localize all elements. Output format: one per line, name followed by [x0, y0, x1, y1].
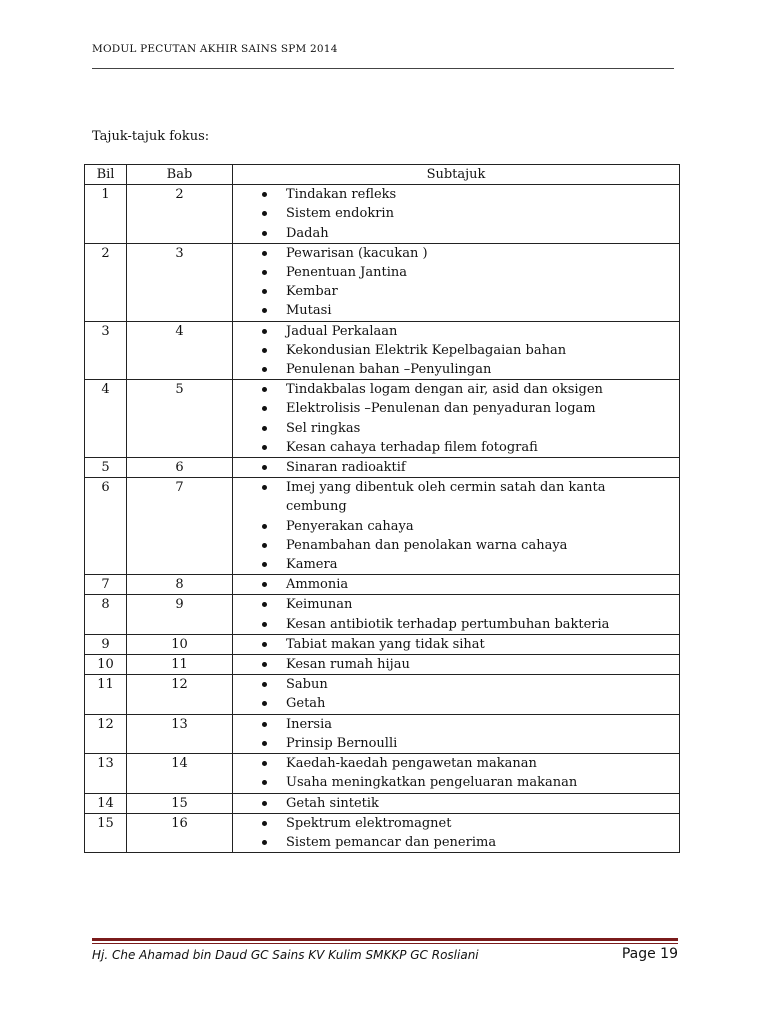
subtopic-item: Kembar: [233, 282, 679, 301]
page-number: Page 19: [621, 946, 678, 962]
subtopic-item: Penyerakan cahaya: [233, 517, 679, 536]
cell-bil: 2: [85, 243, 127, 321]
table-row: [85, 714, 680, 753]
subtopic-list: [233, 458, 679, 477]
cell-subtajuk: [233, 595, 680, 634]
cell-bab: 3: [127, 243, 233, 321]
subtopic-list: [233, 675, 679, 713]
subtopic-list: [233, 575, 679, 594]
subtopic-item: Penulenan bahan –Penyulingan: [233, 360, 679, 379]
table-row: [85, 478, 680, 575]
subtopic-item: Spektrum elektromagnet: [233, 814, 679, 833]
subtopic-list: [233, 655, 679, 674]
subtopic-item: Kamera: [233, 555, 679, 574]
table-row: [85, 595, 680, 634]
subtopic-list: [233, 715, 679, 753]
cell-bab: 9: [127, 595, 233, 634]
cell-subtajuk: [233, 458, 680, 478]
subtopic-item: Getah: [233, 694, 679, 713]
header-bab: Bab: [127, 165, 233, 185]
cell-bab: 16: [127, 813, 233, 852]
page-header-title: MODUL PECUTAN AKHIR SAINS SPM 2014: [92, 43, 338, 55]
cell-bab: 11: [127, 655, 233, 675]
subtopic-item: Sinaran radioaktif: [233, 458, 679, 477]
cell-bab: 4: [127, 321, 233, 380]
cell-subtajuk: [233, 575, 680, 595]
cell-subtajuk: [233, 675, 680, 714]
cell-bil: 14: [85, 793, 127, 813]
cell-bab: 12: [127, 675, 233, 714]
cell-bil: 3: [85, 321, 127, 380]
table-row: [85, 675, 680, 714]
subtopic-list: [233, 185, 679, 243]
subtopic-list: [233, 595, 679, 633]
intro-text: Tajuk-tajuk fokus:: [92, 129, 210, 144]
subtopic-list: [233, 635, 679, 654]
cell-bil: 4: [85, 380, 127, 458]
subtopic-item: Elektrolisis –Penulenan dan penyaduran logam: [233, 399, 679, 418]
cell-bab: 15: [127, 793, 233, 813]
table-row: [85, 813, 680, 852]
cell-subtajuk: [233, 243, 680, 321]
subtopic-item: Penentuan Jantina: [233, 263, 679, 282]
cell-bab: 13: [127, 714, 233, 753]
cell-bil: 11: [85, 675, 127, 714]
footer-author: Hj. Che Ahamad bin Daud GC Sains KV Kulim SMKKP GC Rosliani: [92, 948, 479, 962]
subtopic-list: [233, 322, 679, 380]
cell-subtajuk: [233, 478, 680, 575]
table-row: [85, 380, 680, 458]
subtopic-item: Imej yang dibentuk oleh cermin satah dan kanta cembung: [233, 478, 679, 516]
table-row: [85, 655, 680, 675]
cell-subtajuk: [233, 813, 680, 852]
subtopic-item: Pewarisan (kacukan ): [233, 244, 679, 263]
cell-bab: 14: [127, 754, 233, 793]
subtopic-item: Kekondusian Elektrik Kepelbagaian bahan: [233, 341, 679, 360]
cell-bil: 15: [85, 813, 127, 852]
cell-bil: 7: [85, 575, 127, 595]
subtopic-list: [233, 754, 679, 792]
table-header-row: [85, 165, 680, 185]
table-row: [85, 321, 680, 380]
table-row: [85, 458, 680, 478]
cell-subtajuk: [233, 714, 680, 753]
subtopic-item: Sistem pemancar dan penerima: [233, 833, 679, 852]
cell-bil: 13: [85, 754, 127, 793]
subtopic-item: Inersia: [233, 715, 679, 734]
table-body: [85, 185, 680, 853]
subtopic-item: Sistem endokrin: [233, 204, 679, 223]
cell-subtajuk: [233, 185, 680, 244]
cell-subtajuk: [233, 321, 680, 380]
cell-subtajuk: [233, 793, 680, 813]
subtopic-item: Jadual Perkalaan: [233, 322, 679, 341]
cell-bab: 2: [127, 185, 233, 244]
cell-bil: 6: [85, 478, 127, 575]
table-row: [85, 185, 680, 244]
subtopic-item: Kaedah-kaedah pengawetan makanan: [233, 754, 679, 773]
subtopic-item: Tabiat makan yang tidak sihat: [233, 635, 679, 654]
table-row: [85, 243, 680, 321]
footer-divider-thin: [92, 943, 678, 944]
subtopic-item: Penambahan dan penolakan warna cahaya: [233, 536, 679, 555]
subtopic-list: [233, 794, 679, 813]
table-row: [85, 634, 680, 654]
header-divider: [92, 68, 674, 69]
cell-bab: 8: [127, 575, 233, 595]
header-subtajuk: Subtajuk: [233, 165, 680, 185]
header-bil: Bil: [85, 165, 127, 185]
subtopic-item: Sabun: [233, 675, 679, 694]
cell-bil: 5: [85, 458, 127, 478]
cell-subtajuk: [233, 655, 680, 675]
subtopic-item: Kesan antibiotik terhadap pertumbuhan bakteria: [233, 615, 679, 634]
subtopic-item: Ammonia: [233, 575, 679, 594]
cell-subtajuk: [233, 634, 680, 654]
subtopic-item: Kesan rumah hijau: [233, 655, 679, 674]
cell-subtajuk: [233, 754, 680, 793]
cell-bab: 10: [127, 634, 233, 654]
subtopic-item: Tindakbalas logam dengan air, asid dan oksigen: [233, 380, 679, 399]
subtopic-list: [233, 380, 679, 457]
subtopic-item: Keimunan: [233, 595, 679, 614]
cell-subtajuk: [233, 380, 680, 458]
subtopic-list: [233, 478, 679, 574]
cell-bab: 5: [127, 380, 233, 458]
cell-bil: 8: [85, 595, 127, 634]
table-row: [85, 754, 680, 793]
subtopic-list: [233, 244, 679, 321]
subtopic-item: Kesan cahaya terhadap filem fotografi: [233, 438, 679, 457]
footer-divider-thick: [92, 938, 678, 941]
subtopic-item: Usaha meningkatkan pengeluaran makanan: [233, 773, 679, 792]
table-row: [85, 793, 680, 813]
subtopic-item: Prinsip Bernoulli: [233, 734, 679, 753]
cell-bab: 7: [127, 478, 233, 575]
table-row: [85, 575, 680, 595]
subtopic-item: Tindakan refleks: [233, 185, 679, 204]
focus-topics-table: [84, 164, 680, 853]
subtopic-item: Sel ringkas: [233, 419, 679, 438]
subtopic-item: Mutasi: [233, 301, 679, 320]
subtopic-list: [233, 814, 679, 852]
cell-bil: 9: [85, 634, 127, 654]
cell-bil: 1: [85, 185, 127, 244]
cell-bab: 6: [127, 458, 233, 478]
subtopic-item: Dadah: [233, 224, 679, 243]
cell-bil: 12: [85, 714, 127, 753]
subtopic-item: Getah sintetik: [233, 794, 679, 813]
cell-bil: 10: [85, 655, 127, 675]
